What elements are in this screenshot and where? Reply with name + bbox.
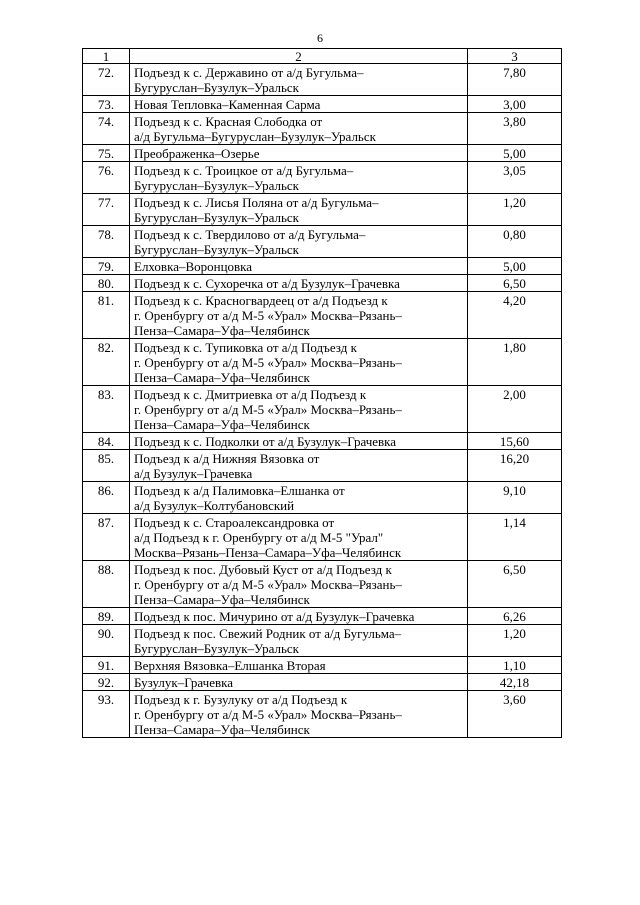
table-row — [83, 292, 562, 339]
road-name — [130, 113, 468, 145]
road-name-line: Подъезд к с. Красногвардеец от а/д Подъезд к — [134, 293, 388, 308]
road-name-line: Верхняя Вязовка–Елшанка Вторая — [134, 658, 326, 673]
table-row — [83, 145, 562, 162]
column-header-length: 3 — [468, 49, 562, 64]
road-name-line: Подъезд к с. Твердилово от а/д Бугульма– — [134, 227, 366, 242]
road-length: 0,80 — [468, 226, 562, 258]
road-name-line: Бугуруслан–Бузулук–Уральск — [134, 210, 299, 225]
road-length: 1,20 — [468, 194, 562, 226]
road-name-line: Бугуруслан–Бузулук–Уральск — [134, 641, 299, 656]
table-row — [83, 625, 562, 657]
road-length: 5,00 — [468, 258, 562, 275]
row-number: 92. — [83, 674, 130, 691]
road-length: 3,05 — [468, 162, 562, 194]
road-name-line: Пенза–Самара–Уфа–Челябинск — [134, 722, 310, 737]
road-name-line: Бугуруслан–Бузулук–Уральск — [134, 178, 299, 193]
table-row — [83, 657, 562, 674]
road-name — [130, 674, 468, 691]
row-number: 89. — [83, 608, 130, 625]
road-name — [130, 450, 468, 482]
road-name-line: Пенза–Самара–Уфа–Челябинск — [134, 323, 310, 338]
road-name — [130, 514, 468, 561]
row-number: 80. — [83, 275, 130, 292]
road-length: 1,10 — [468, 657, 562, 674]
road-name — [130, 64, 468, 96]
table-row — [83, 450, 562, 482]
road-length: 6,26 — [468, 608, 562, 625]
road-length: 1,20 — [468, 625, 562, 657]
road-length: 5,00 — [468, 145, 562, 162]
table-row — [83, 386, 562, 433]
row-number: 75. — [83, 145, 130, 162]
road-name-line: Подъезд к пос. Дубовый Куст от а/д Подъезд к — [134, 562, 392, 577]
road-name-line: Бугуруслан–Бузулук–Уральск — [134, 242, 299, 257]
road-name-line: Подъезд к с. Подколки от а/д Бузулук–Грачевка — [134, 434, 397, 449]
road-name-line: Подъезд к а/д Нижняя Вязовка от — [134, 451, 320, 466]
row-number: 88. — [83, 561, 130, 608]
road-name-line: Пенза–Самара–Уфа–Челябинск — [134, 592, 310, 607]
road-name — [130, 96, 468, 113]
row-number: 73. — [83, 96, 130, 113]
road-name-line: Подъезд к с. Тупиковка от а/д Подъезд к — [134, 340, 357, 355]
row-number: 86. — [83, 482, 130, 514]
road-name — [130, 625, 468, 657]
row-number: 85. — [83, 450, 130, 482]
road-name — [130, 608, 468, 625]
road-name-line: г. Оренбургу от а/д М-5 «Урал» Москва–Рязань– — [134, 402, 402, 417]
road-name — [130, 275, 468, 292]
road-name-line: а/д Бузулук–Колтубановский — [134, 498, 295, 513]
road-name-line: Подъезд к с. Красная Слободка от — [134, 114, 323, 129]
page-number: 6 — [317, 31, 323, 45]
road-name-line: Подъезд к а/д Палимовка–Елшанка от — [134, 483, 345, 498]
road-name-line: Елховка–Воронцовка — [134, 259, 253, 274]
road-length: 2,00 — [468, 386, 562, 433]
road-name-line: Подъезд к пос. Мичурино от а/д Бузулук–Грачевка — [134, 609, 415, 624]
road-name — [130, 433, 468, 450]
row-number: 81. — [83, 292, 130, 339]
table-row — [83, 482, 562, 514]
row-number: 83. — [83, 386, 130, 433]
row-number: 91. — [83, 657, 130, 674]
road-length: 9,10 — [468, 482, 562, 514]
road-length: 7,80 — [468, 64, 562, 96]
road-name — [130, 145, 468, 162]
table-row — [83, 194, 562, 226]
road-name — [130, 386, 468, 433]
road-length: 3,80 — [468, 113, 562, 145]
road-name-line: Подъезд к с. Дмитриевка от а/д Подъезд к — [134, 387, 367, 402]
table-row — [83, 258, 562, 275]
row-number: 79. — [83, 258, 130, 275]
table-row — [83, 96, 562, 113]
table-row — [83, 561, 562, 608]
table-row — [83, 226, 562, 258]
row-number: 82. — [83, 339, 130, 386]
table-header-row — [83, 49, 562, 64]
row-number: 76. — [83, 162, 130, 194]
road-name — [130, 258, 468, 275]
road-name-line: Пенза–Самара–Уфа–Челябинск — [134, 417, 310, 432]
road-name-line: г. Оренбургу от а/д М-5 «Урал» Москва–Рязань– — [134, 707, 402, 722]
table-row — [83, 275, 562, 292]
table-row — [83, 608, 562, 625]
road-name-line: Подъезд к с. Державино от а/д Бугульма– — [134, 65, 364, 80]
road-name-line: а/д Подъезд к г. Оренбургу от а/д М-5 "Урал" — [134, 530, 384, 545]
row-number: 90. — [83, 625, 130, 657]
row-number: 77. — [83, 194, 130, 226]
road-name — [130, 292, 468, 339]
row-number: 78. — [83, 226, 130, 258]
table-row — [83, 64, 562, 96]
road-length: 1,14 — [468, 514, 562, 561]
table-row — [83, 433, 562, 450]
road-length: 3,60 — [468, 691, 562, 738]
road-name-line: Подъезд к с. Лисья Поляна от а/д Бугульма– — [134, 195, 379, 210]
road-name-line: Москва–Рязань–Пенза–Самара–Уфа–Челябинск — [134, 545, 402, 560]
row-number: 72. — [83, 64, 130, 96]
table-body — [83, 64, 562, 738]
row-number: 87. — [83, 514, 130, 561]
column-header-name: 2 — [130, 49, 468, 64]
road-name-line: Подъезд к с. Троицкое от а/д Бугульма– — [134, 163, 354, 178]
road-name-line: Подъезд к пос. Свежий Родник от а/д Бугульма– — [134, 626, 402, 641]
road-name-line: Подъезд к г. Бузулуку от а/д Подъезд к — [134, 692, 348, 707]
row-number: 74. — [83, 113, 130, 145]
road-length: 4,20 — [468, 292, 562, 339]
table-row — [83, 691, 562, 738]
table-row — [83, 674, 562, 691]
roads-table — [82, 48, 562, 738]
road-name-line: Новая Тепловка–Каменная Сарма — [134, 97, 321, 112]
road-name-line: Пенза–Самара–Уфа–Челябинск — [134, 370, 310, 385]
road-length: 16,20 — [468, 450, 562, 482]
road-name-line: г. Оренбургу от а/д М-5 «Урал» Москва–Рязань– — [134, 355, 402, 370]
road-name-line: Бузулук–Грачевка — [134, 675, 234, 690]
road-name-line: г. Оренбургу от а/д М-5 «Урал» Москва–Рязань– — [134, 577, 402, 592]
table-row — [83, 514, 562, 561]
road-name — [130, 691, 468, 738]
road-name-line: а/д Бугульма–Бугуруслан–Бузулук–Уральск — [134, 129, 376, 144]
road-name — [130, 162, 468, 194]
table-row — [83, 113, 562, 145]
road-name — [130, 339, 468, 386]
row-number: 93. — [83, 691, 130, 738]
row-number: 84. — [83, 433, 130, 450]
road-name-line: Преображенка–Озерье — [134, 146, 260, 161]
table-row — [83, 339, 562, 386]
road-length: 6,50 — [468, 561, 562, 608]
column-header-number: 1 — [83, 49, 130, 64]
road-name-line: Подъезд к с. Сухоречка от а/д Бузулук–Грачевка — [134, 276, 400, 291]
road-name — [130, 561, 468, 608]
road-length: 3,00 — [468, 96, 562, 113]
road-length: 15,60 — [468, 433, 562, 450]
road-name-line: г. Оренбургу от а/д М-5 «Урал» Москва–Рязань– — [134, 308, 402, 323]
road-name — [130, 482, 468, 514]
road-name — [130, 226, 468, 258]
table-row — [83, 162, 562, 194]
road-length: 6,50 — [468, 275, 562, 292]
road-name — [130, 657, 468, 674]
road-name — [130, 194, 468, 226]
road-length: 1,80 — [468, 339, 562, 386]
road-length: 42,18 — [468, 674, 562, 691]
road-name-line: а/д Бузулук–Грачевка — [134, 466, 253, 481]
road-name-line: Подъезд к с. Староалександровка от — [134, 515, 335, 530]
road-name-line: Бугуруслан–Бузулук–Уральск — [134, 80, 299, 95]
